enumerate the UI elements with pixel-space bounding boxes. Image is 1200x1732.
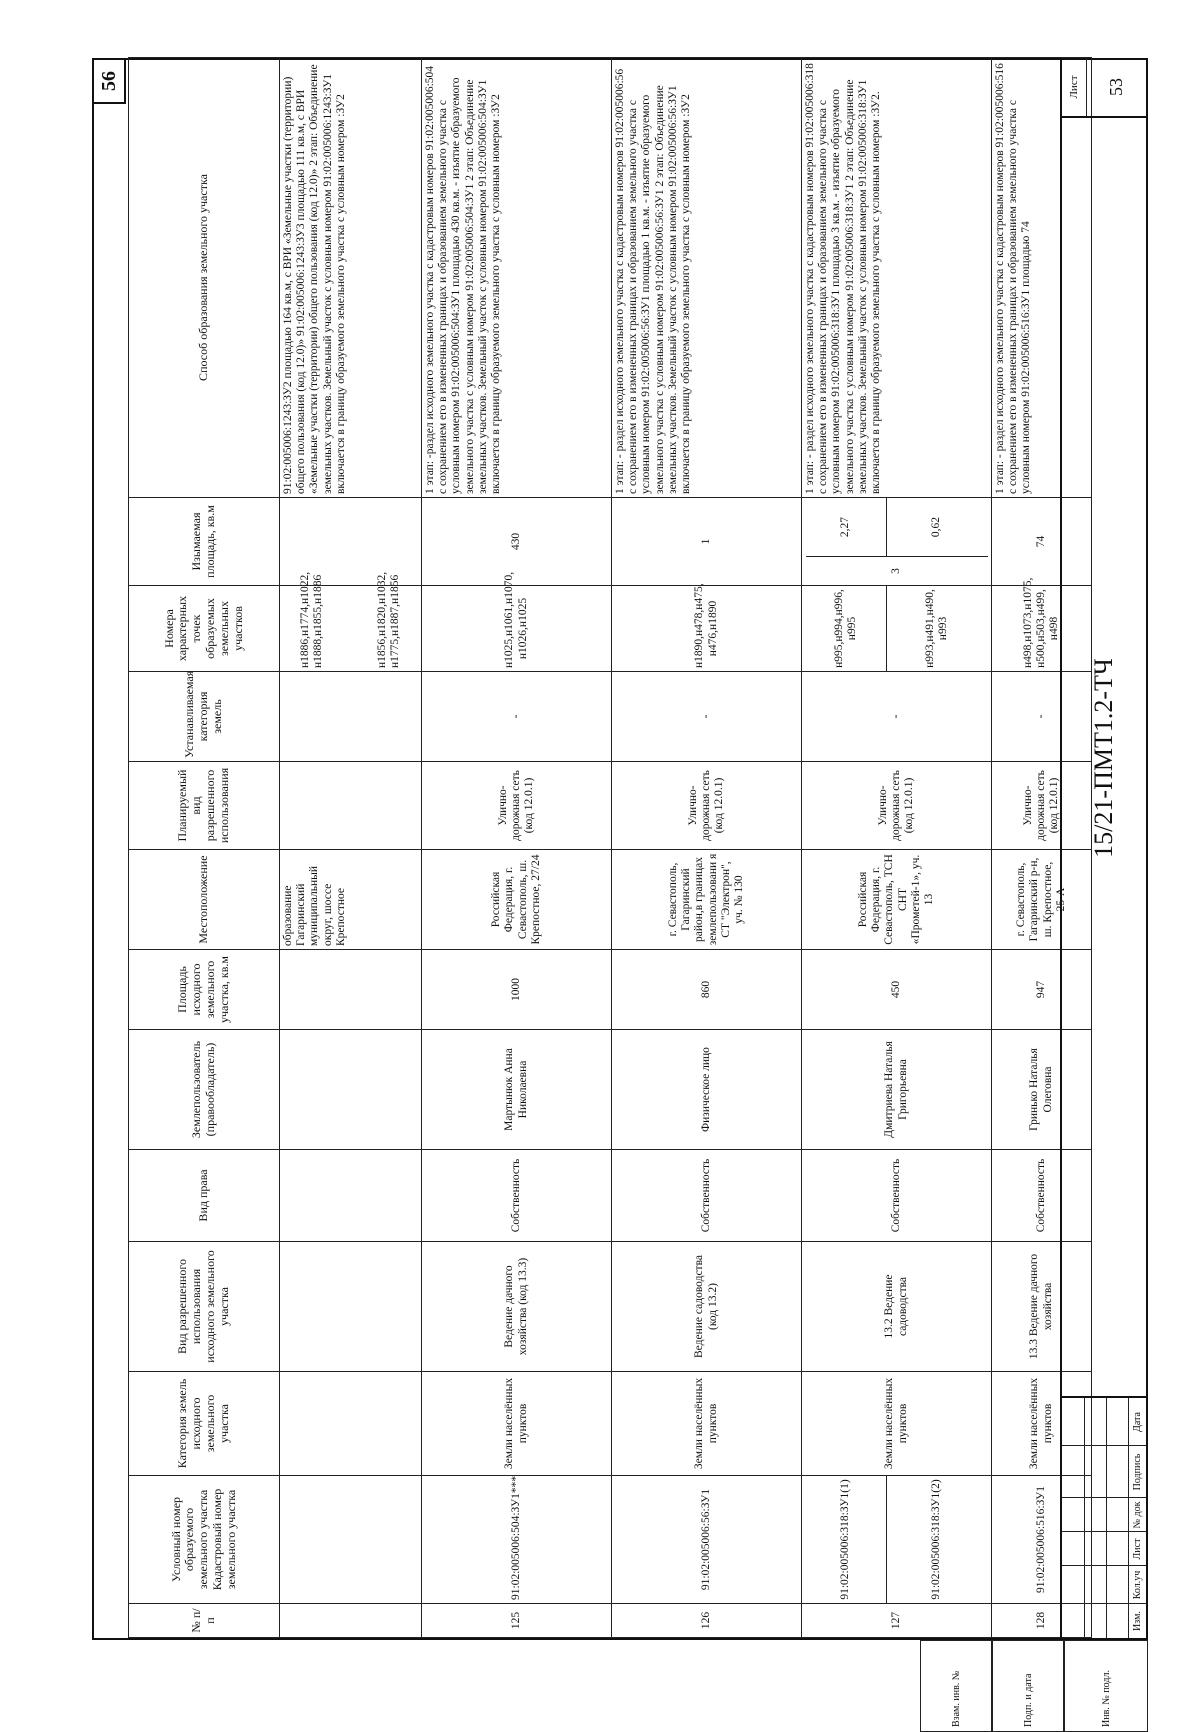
row-number: 127 [802, 1604, 992, 1638]
table-header-row [129, 58, 280, 1638]
method: 1 этап: - раздел исходного земельного участка с кадастровым номеров 91:02:005006:516 с сохранением его в измененных границах и образованием земельного участка с условным номером 91:02:005006:516:ЗУ1 площадью 74 [992, 58, 1092, 498]
right-type: Собственность [612, 1150, 802, 1242]
tb-col-label: Дата [1131, 1412, 1143, 1432]
cadastral-number: 91:02:005006:56:ЗУ1 [612, 1476, 802, 1604]
owner: Дмитриева Наталья Григорьевна [802, 1030, 992, 1150]
method: 1 этап: -раздел исходного земельного участка с кадастровым номеров 91:02:005006:504 с сохранением его в измененных границах и образованием земельного участка с условным номером 91:02:005006:504:ЗУ1 площадью 430 кв.м. - изъятие образуемого земельного участка с условным номером 91:02:005006:504:ЗУ1 2 этап: Объединение земельных участков. Земельный участок с условным номером 91:02:005006:504:ЗУ1 включается в границу образуемого земельного участка с условным номером :ЗУ2 [422, 58, 612, 498]
permitted-use: 13.2 Ведение садоводства [802, 1242, 992, 1372]
header-cell: Категория земель исходного земельного участка [129, 1372, 280, 1476]
points: н498,н1073,н1075, н500,н503,н499, н498 [992, 586, 1092, 672]
stamp-signature-date: Подп. и дата [992, 1640, 1064, 1732]
points: н995,н994,н996, н995 н993,н491,н490, н993 [802, 586, 992, 672]
owner: Физическое лицо [612, 1030, 802, 1150]
owner: Гринько Наталья Олеговна [992, 1030, 1092, 1150]
margin-stamps [920, 1640, 1148, 1732]
permitted-use: Ведение дачного хозяйства (код 13.3) [422, 1242, 612, 1372]
points: н1025,н1061,н1070, н1026,н1025 [422, 586, 612, 672]
right-type: Собственность [992, 1150, 1092, 1242]
permitted-use: Ведение садоводства (код 13.2) [612, 1242, 802, 1372]
planned-use: Улично-дорожная сеть (код 12.0.1) [612, 762, 802, 850]
rotated-sheet [92, 58, 1148, 1727]
stamp-original-inv: Инв. № подл. [1064, 1640, 1148, 1732]
tb-col-label: Лист [1131, 1538, 1143, 1560]
land-plots-table [128, 57, 1092, 1638]
points: н1890,н478,н475, н476,н1890 [612, 586, 802, 672]
tb-col-label: Подпись [1131, 1453, 1143, 1491]
tb-col-label: Кол.уч [1131, 1570, 1143, 1600]
planned-use: Улично-дорожная сеть (код 12.0.1) [422, 762, 612, 850]
area: 860 [612, 950, 802, 1030]
table-row [422, 58, 612, 1638]
right-type: Собственность [422, 1150, 612, 1242]
location: Российская Федерация, г. Севастополь, ТСН СНТ «Прометей-1», уч. 13 [802, 850, 992, 950]
points-cell: н1886,н1774,н1022, н1888,н1855,н1886 н1856,н1820,н1032, н1775,н1887,н1856 [280, 586, 422, 672]
sheet-box [1062, 58, 1146, 118]
table-row [280, 58, 422, 1638]
planned-use: Улично-дорожная сеть (код 12.0.1) [992, 762, 1092, 850]
header-cell: Планируемый вид разрешенного использования [129, 762, 280, 850]
header-cell: Вид разрешенного использования исходного земельного участка [129, 1242, 280, 1372]
header-cell: Способ образования земельного участка [129, 58, 280, 498]
location: г. Севастополь, Гагаринский район,в границах землепользовани я СТ "Электрон", уч. № 130 [612, 850, 802, 950]
land-category: Земли населённых пунктов [802, 1372, 992, 1476]
document-code: 15/21-ПМТ1.2-ТЧ [1089, 658, 1118, 858]
drawing-frame [92, 58, 1148, 1640]
sheet-number: 53 [1105, 78, 1126, 96]
method-cell: 91:02:005006:1243:ЗУ2 площадью 164 кв.м, с ВРИ «Земельные участки (территории) общего пользования (код 12.0)» 91:02:005006:1243:ЗУ3 площадью 111 кв.м, с ВРИ «Земельные участки (территории) общего пользования (код 12.0)» 2 этап: Объединение земельных участков. Земельный участок с условным номером 91:02:005006:1243:ЗУ1 включается в границу образуемого земельного участка с условным номером :ЗУ2 [280, 58, 422, 498]
header-cell: Изымаемая площадь, кв.м [129, 498, 280, 586]
table-row [802, 58, 992, 1638]
header-cell: Условный номер образуемого земельного участка Кадастровый номер земельного участка [129, 1476, 280, 1604]
method: 1 этап: - раздел исходного земельного участка с кадастровым номеров 91:02:005006:56 с сохранением его в измененных границах и образованием земельного участка с условным номером 91:02:005006:56:ЗУ1 площадью 1 кв.м. - изъятие образуемого земельного участка с условным номером 91:02:005006:56:ЗУ1 2 этап: Объединение земельных участков. Земельный участок с условным номером 91:02:005006:56:ЗУ1 включается в границу образуемого земельного участка с условным номером :ЗУ2 [612, 58, 802, 498]
header-cell: Номера характерных точек образуемых земельных участков [129, 586, 280, 672]
method: 1 этап: - раздел исходного земельного участка с кадастровым номеров 91:02:005006:318 с сохранением его в измененных границах и образованием земельного участка с условным номером 91:02:005006:318:ЗУ1 площадью 3 кв.м. - изъятие образуемого земельного участка с условным номером 91:02:005006:318:ЗУ1 2 этап: Объединение земельных участков. Земельный участок с условным номером 91:02:005006:318:ЗУ1 включается в границу образуемого земельного участка с условным номером :ЗУ2. [802, 58, 992, 498]
page-number: 56 [92, 58, 126, 104]
location-cell: образование Гагаринский муниципальный округ, шоссе Крепостное [280, 850, 422, 950]
title-block [1060, 58, 1146, 1638]
new-category: - [612, 672, 802, 762]
location: г. Севастополь, Гагаринский р-н, ш. Крепостное, 25-А [992, 850, 1092, 950]
planned-use: Улично-дорожная сеть (код 12.0.1) [802, 762, 992, 850]
revision-grid [1062, 1396, 1146, 1638]
tb-col-label: № док [1131, 1501, 1143, 1529]
header-cell: № п/п [129, 1604, 280, 1638]
area: 1000 [422, 950, 612, 1030]
new-category: - [422, 672, 612, 762]
sheet-label: Лист [1062, 58, 1087, 116]
row-number: 125 [422, 1604, 612, 1638]
area: 450 [802, 950, 992, 1030]
area: 947 [992, 950, 1092, 1030]
cadastral-number: 91:02:005006:318:ЗУ1(1) 91:02:005006:318:ЗУ1(2) [802, 1476, 992, 1604]
location: Российская Федерация, г. Севастополь, ш. Крепостное, 27/24 [422, 850, 612, 950]
table-row [612, 58, 802, 1638]
header-cell: Вид права [129, 1150, 280, 1242]
stamp-replace-inv: Взам. инв. № [920, 1640, 992, 1732]
header-cell: Местоположение [129, 850, 280, 950]
land-category: Земли населённых пунктов [422, 1372, 612, 1476]
seized-area: 74 [992, 498, 1092, 586]
new-category: - [992, 672, 1092, 762]
seized-area: 430 [422, 498, 612, 586]
land-category: Земли населённых пунктов [992, 1372, 1092, 1476]
cadastral-number: 91:02:005006:504:ЗУ1*** [422, 1476, 612, 1604]
right-type: Собственность [802, 1150, 992, 1242]
new-category: - [802, 672, 992, 762]
tb-col-label: Изм. [1131, 1611, 1143, 1631]
header-cell: Площадь исходного земельного участка, кв.м [129, 950, 280, 1030]
row-number: 126 [612, 1604, 802, 1638]
owner: Мартынюк Анна Николаевна [422, 1030, 612, 1150]
permitted-use: 13.3 Ведение дачного хозяйства [992, 1242, 1092, 1372]
header-cell: Устанавливаемая категория земель [129, 672, 280, 762]
header-cell: Землепользователь (правообладатель) [129, 1030, 280, 1150]
seized-area: 1 [612, 498, 802, 586]
seized-area: 3 2,27 0,62 [802, 498, 992, 586]
cadastral-number: 91:02:005006:516:ЗУ1 [992, 1476, 1092, 1604]
row-number: 128 [992, 1604, 1092, 1638]
land-category: Земли населённых пунктов [612, 1372, 802, 1476]
